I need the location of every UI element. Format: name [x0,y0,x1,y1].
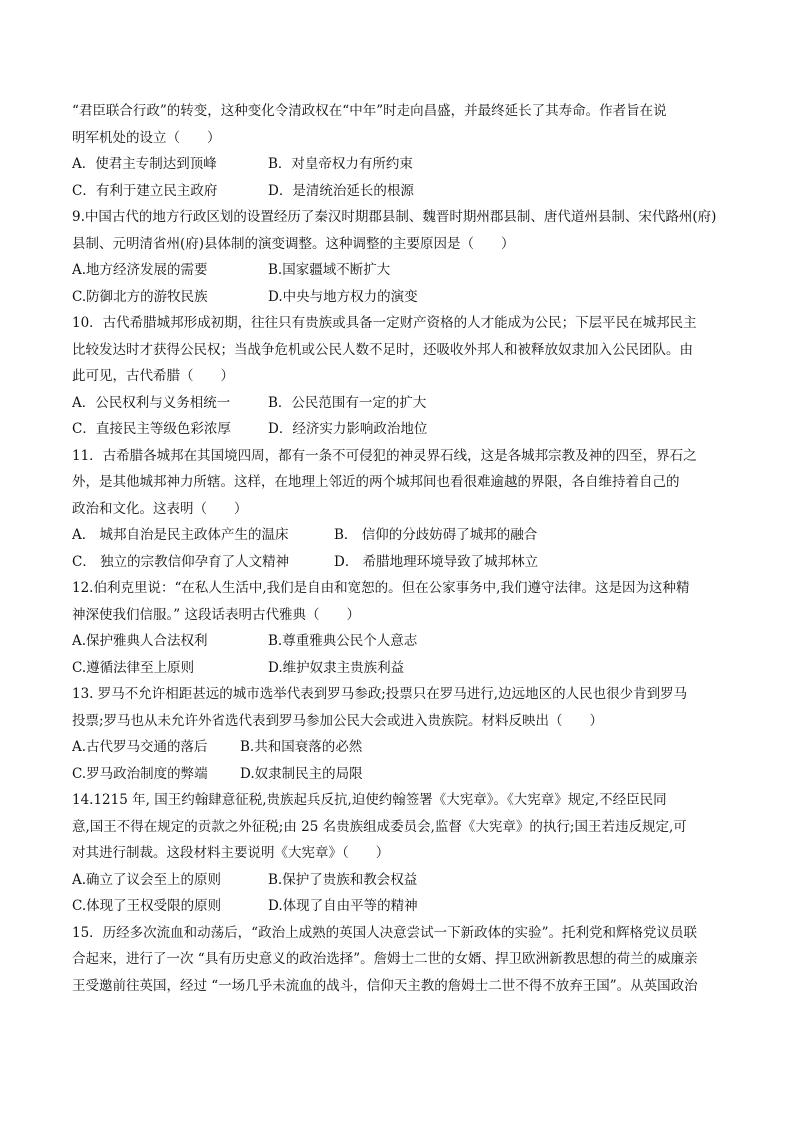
option-c[interactable]: C．直接民主等级色彩浓厚 [72,421,231,437]
text-line: 13. 罗马不允许相距甚远的城市选举代表到罗马参政;投票只在罗马进行,边远地区的人民也很少肯到罗马 [72,686,688,702]
text-line: 政治和文化。这表明（ ） [72,500,248,517]
question-text [72,443,724,523]
option-c[interactable]: C.罗马政治制度的弊端 [72,765,208,782]
option-d[interactable]: D．经济实力影响政治地位 [268,421,428,437]
option-b[interactable]: B.尊重雅典公民个人意志 [268,633,418,649]
text-line: 12.伯利克里说：“在私人生活中,我们是自由和宽恕的。但在公家事务中,我们遵守法律。这是因为这种精 [72,580,690,596]
text-line: 王受邀前往英国，经过 “一场几乎未流血的战斗，信仰天主教的詹姆士二世不得不放弃王国”。从英国政治 [72,977,698,994]
option-d[interactable]: D． 希腊地理环境导致了城邦林立 [334,553,539,570]
question-text [72,310,724,390]
option-row [72,257,724,284]
option-c[interactable]: C.体现了王权受限的原则 [72,898,222,914]
option-row [72,655,724,682]
option-b[interactable]: B． 信仰的分歧妨碍了城邦的融合 [334,527,538,543]
option-c[interactable]: C． 独立的宗教信仰孕育了人文精神 [72,553,290,570]
option-b[interactable]: B.国家疆域不断扩大 [268,262,391,278]
option-c[interactable]: C．有利于建立民主政府 [72,182,218,199]
text-line: 10．古代希腊城邦形成初期，往往只有贵族或具备一定财产资格的人才能成为公民；下层平民在城邦民主 [72,315,697,331]
text-line: “君臣联合行政”的转变，这种变化令清政权在“中年”时走向昌盛，并最终延长了其寿命。作者旨在说 [72,103,667,119]
text-line: 投票;罗马也从未允许外省选代表到罗马参加公民大会或进入贵族院。材料反映出（ ） [72,712,604,729]
text-line: 外，是其他城邦神力所辖。这样，在地理上邻近的两个城邦间也看很难逾越的界限，各自维持着自己的 [72,474,680,490]
question-text [72,575,724,628]
option-b[interactable]: B．对皇帝权力有所约束 [268,156,413,172]
text-line: 合起来，进行了一次 “具有历史意义的政治选择”。詹姆士二世的女婿、捍卫欧洲新教思想的荷兰的威廉亲 [72,951,698,967]
option-row [72,416,724,443]
option-b[interactable]: B．公民范围有一定的扩大 [268,394,427,411]
text-line: 9.中国古代的地方行政区划的设置经历了秦汉时期郡县制、魏晋时期州郡县制、唐代道州县制、宋代路州(府) [72,209,717,225]
option-d[interactable]: D.体现了自由平等的精神 [268,898,418,914]
option-row [72,178,724,205]
text-line: 15．历经多次流血和动荡后，“政治上成熟的英国人决意尝试一下新政体的实验”。托利党和辉格党议员联 [72,924,697,941]
option-d[interactable]: D.中央与地方权力的演变 [268,288,418,305]
text-line: 11．古希腊各城邦在其国境四周，都有一条不可侵犯的神灵界石线，这是各城邦宗教及神的四至，界石之 [72,447,697,464]
question-12 [72,575,724,681]
text-line: 神深使我们信服。” 这段话表明古代雅典（ ） [72,606,360,623]
option-row [72,867,724,894]
question-text [72,204,724,257]
option-row [72,390,724,417]
option-d[interactable]: D.奴隶制民主的局限 [240,765,363,782]
question-9 [72,204,724,310]
option-d[interactable]: D.维护奴隶主贵族利益 [268,659,405,676]
question-8-continued [72,98,724,204]
text-line: 14.1215 年, 国王约翰肆意征税,贵族起兵反抗,迫使约翰签署《大宪章》。《大宪章》规定,不经臣民同 [72,792,667,808]
option-row [72,734,724,761]
question-14 [72,787,724,920]
text-line: 县制、元明清省州(府)县体制的演变调整。这种调整的主要原因是（ ） [72,235,515,252]
option-a[interactable]: A.确立了议会至上的原则 [72,871,222,888]
text-line: 对其进行制裁。这段材料主要说明《大宪章》（ ） [72,845,390,861]
option-a[interactable]: A.古代罗马交通的落后 [72,739,208,755]
option-row [72,628,724,655]
text-line: 明军机处的设立（ ） [72,129,221,146]
option-c[interactable]: C.遵循法律至上原则 [72,659,195,676]
question-15 [72,920,724,1000]
option-a[interactable]: A.保护雅典人合法权利 [72,633,208,649]
question-text [72,920,724,1000]
question-text [72,98,724,151]
option-a[interactable]: A． 城邦自治是民主政体产生的温床 [72,527,289,543]
option-b[interactable]: B.保护了贵族和教会权益 [268,871,418,888]
option-row [72,761,724,788]
option-a[interactable]: A．公民权利与义务相统一 [72,394,231,411]
question-10 [72,310,724,443]
option-row [72,549,724,576]
option-row [72,284,724,311]
exam-page [72,98,724,999]
text-line: 比较发达时才获得公民权；当战争危机或公民人数不足时，还吸收外邦人和被释放奴隶加入公民团队。由 [72,341,693,358]
question-text [72,787,724,867]
option-row [72,893,724,920]
option-row [72,522,724,549]
text-line: 意,国王不得在规定的贡款之外征税;由 25 名贵族组成委员会,监督《大宪章》的执行;国王若违反规定,可 [72,818,687,835]
option-row [72,151,724,178]
question-text [72,681,724,734]
option-c[interactable]: C.防御北方的游牧民族 [72,288,208,305]
option-a[interactable]: A．使君主专制达到顶峰 [72,156,217,172]
option-d[interactable]: D．是清统治延长的根源 [268,182,414,199]
question-11 [72,443,724,576]
question-13 [72,681,724,787]
text-line: 此可见，古代希腊（ ） [72,368,234,384]
option-a[interactable]: A.地方经济发展的需要 [72,262,208,278]
option-b[interactable]: B.共和国衰落的必然 [240,739,363,755]
